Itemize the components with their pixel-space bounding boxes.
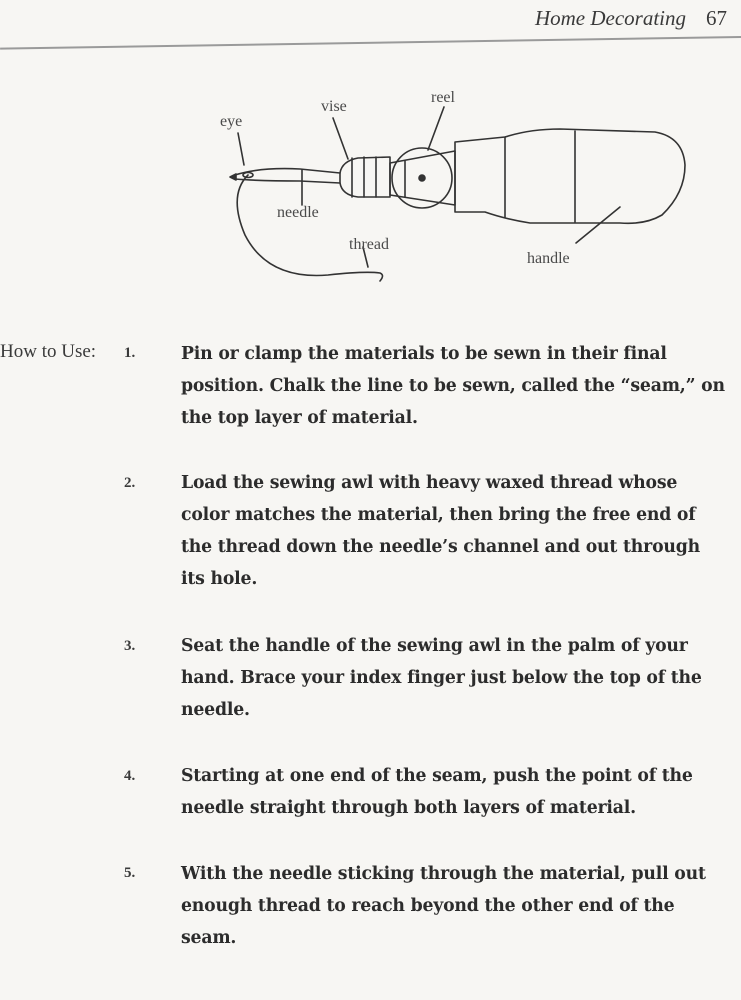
step-number: 4. [124,768,136,784]
step-text: Pin or clamp the materials to be sewn in their final position. Chalk the line to be sewn, called the “seam,” on the top layer of material. [181,344,725,428]
step-text: With the needle sticking through the material, pull out enough thread to reach beyond the other end of the seam. [181,864,706,948]
section-title: Home Decorating [534,6,686,30]
sewing-awl-illustration [200,85,700,300]
step-number: 1. [124,345,136,361]
label-needle: needle [277,204,319,221]
step-text: Seat the handle of the sewing awl in the palm of your hand. Brace your index finger just below the top of the needle. [181,636,702,720]
how-to-use-label: How to Use: [0,341,97,362]
step-number: 5. [124,865,136,881]
step-text: Load the sewing awl with heavy waxed thread whose color matches the material, then bring the free end of the thread down the needle’s channel and out through its hole. [181,473,701,589]
label-thread: thread [349,236,389,253]
step-number: 3. [124,638,136,654]
page-number: 67 [706,6,727,30]
label-handle: handle [527,250,570,267]
step-text: Starting at one end of the seam, push the point of the needle straight through both layers of material. [181,766,693,818]
running-header [535,6,727,31]
step-number: 2. [124,475,136,491]
header-rule [0,36,741,50]
label-reel: reel [431,89,455,106]
sewing-awl-diagram [200,85,700,300]
label-vise: vise [321,98,347,115]
label-eye: eye [220,113,243,130]
